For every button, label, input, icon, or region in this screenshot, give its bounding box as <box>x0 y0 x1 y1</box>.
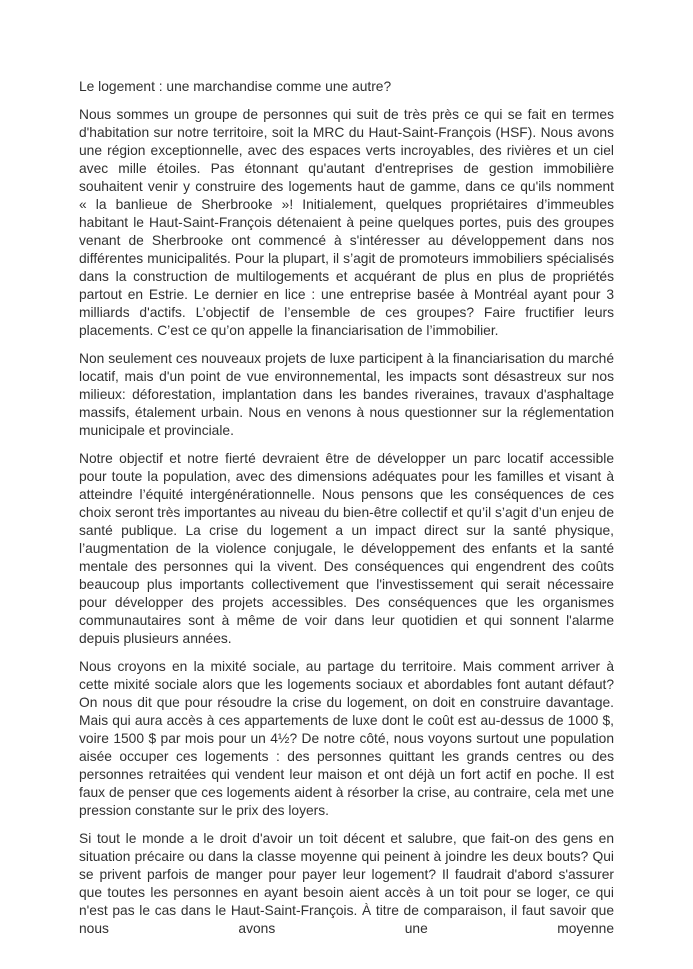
document-text-block <box>79 78 614 948</box>
paragraph-mixite-sociale: Nous croyons en la mixité sociale, au partage du territoire. Mais comment arriver à cette mixité sociale alors que les logements sociaux et abordables font autant défaut? On nous dit que pour résoudre la crise du logement, on doit en construire davantage. Mais qui aura accès à ces appartements de luxe dont le coût est au-dessus de 1000 $, voire 1500 $ par mois pour un 4½? De notre côté, nous voyons surtout une population aisée occuper ces logements : des personnes quittant les grands centres ou des personnes retraitées qui vendent leur maison et ont déjà un fort actif en poche. Il est faux de penser que ces logements aident à résorber la crise, au contraire, cela met une pression constante sur le prix des loyers. <box>79 659 614 818</box>
paragraph-objective: Notre objectif et notre fierté devraient être de développer un parc locatif accessible pour toute la population, avec des dimensions adéquates pour les familles et visant à atteindre l’équité intergénérationnelle. Nous pensons que les conséquences de ces choix seront très importantes au niveau du bien-être collectif et qu’il s’agit d’un enjeu de santé publique. La crise du logement a un impact direct sur la santé physique, l’augmentation de la violence conjugale, le développement des enfants et la santé mentale des personnes qui la vivent. Des conséquences qui engendrent des coûts beaucoup plus importants collectivement que l'investissement qui serait nécessaire pour développer des projets accessibles. Des conséquences que les organismes communautaires sont à même de voir dans leur quotidien et qui sonnent l'alarme depuis plusieurs années. <box>79 451 614 646</box>
paragraph-environment: Non seulement ces nouveaux projets de luxe participent à la financiarisation du marché locatif, mais d'un point de vue environnemental, les impacts sont désastreux sur nos milieux: déforestation, implantation dans les bandes riveraines, travaux d'asphaltage massifs, étalement urbain. Nous en venons à nous questionner sur la réglementation municipale et provinciale. <box>79 351 614 438</box>
document-title: Le logement : une marchandise comme une autre? <box>79 79 392 94</box>
paragraph-droit-au-logement: Si tout le monde a le droit d'avoir un toit décent et salubre, que fait-on des gens en situation précaire ou dans la classe moyenne qui peinent à joindre les deux bouts? Qui se privent parfois de manger pour payer leur logement? Il faudrait d'abord s'assurer que toutes les personnes en ayant besoin aient accès à un toit pour se loger, ce qui n'est pas le cas dans le Haut-Saint-François. À titre de comparaison, il faut savoir que nous avons une moyenne <box>79 831 614 936</box>
paragraph-intro-group: Nous sommes un groupe de personnes qui suit de très près ce qui se fait en termes d'habitation sur notre territoire, soit la MRC du Haut-Saint-François (HSF). Nous avons une région exceptionnelle, avec des espaces verts incroyables, des rivières et un ciel avec mille étoiles. Pas étonnant qu'autant d'entreprises de gestion immobilière souhaitent venir y construire des logements haut de gamme, dans ce qu'ils nomment « la banlieue de Sherbrooke »! Initialement, quelques propriétaires d’immeubles habitant le Haut-Saint-François détenaient à peine quelques portes, puis des groupes venant de Sherbrooke ont commencé à s'intéresser au développement dans nos différentes municipalités. Pour la plupart, il s’agit de promoteurs immobiliers spécialisés dans la construction de multilogements et acquérant de plus en plus de propriétés partout en Estrie. Le dernier en lice : une entreprise basée à Montréal ayant pour 3 milliards d'actifs. L’objectif de l’ensemble de ces groupes? Faire fructifier leurs placements. C’est ce qu’on appelle la financiarisation de l’immobilier. <box>79 107 614 338</box>
